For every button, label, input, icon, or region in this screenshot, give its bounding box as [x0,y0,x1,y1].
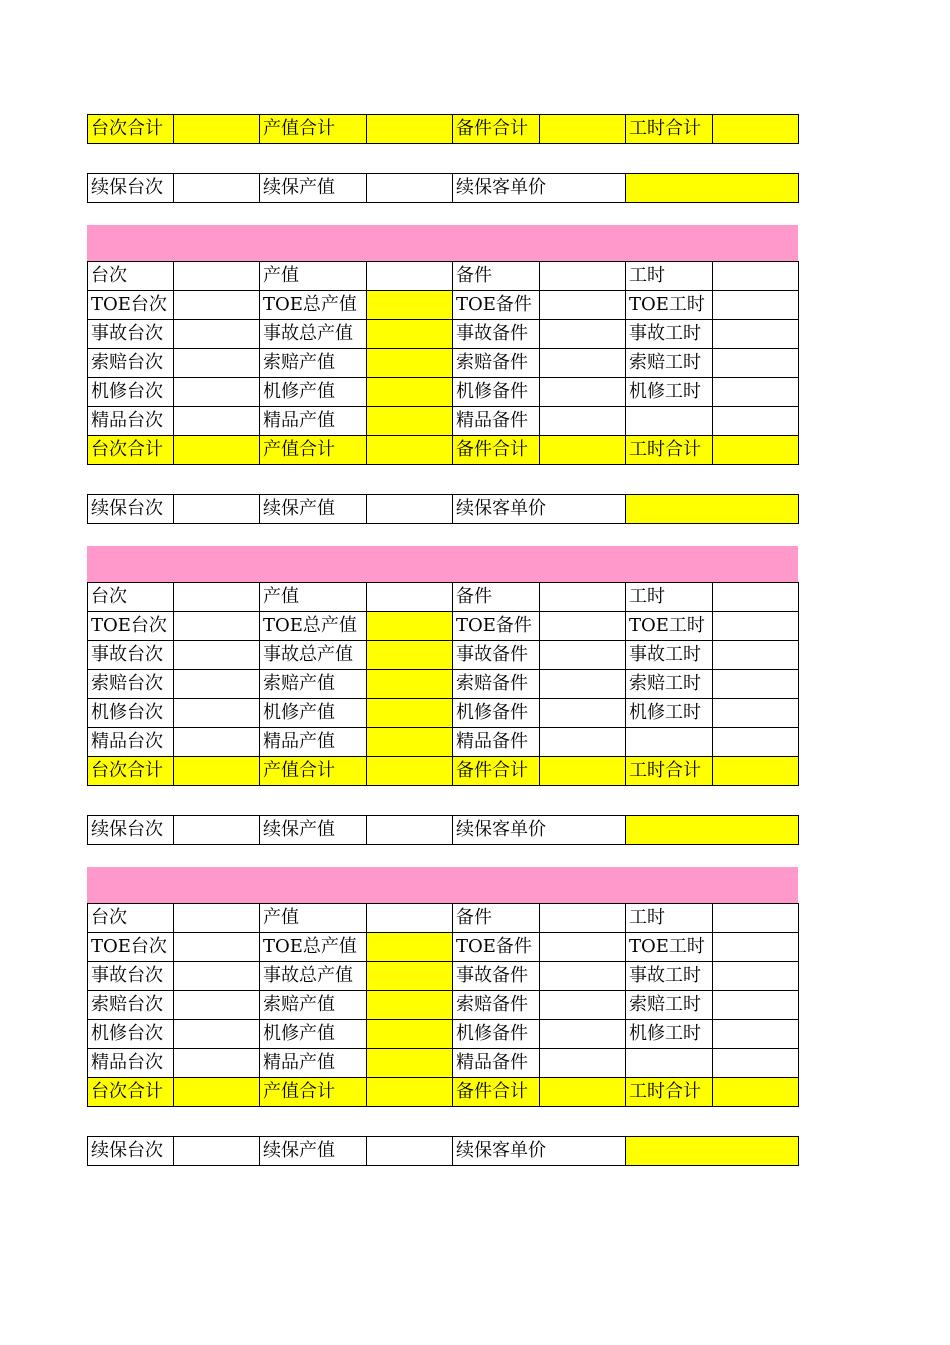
cell[interactable]: 续保产值 [260,495,367,524]
cell[interactable]: 事故台次 [88,962,174,991]
cell[interactable]: 续保台次 [88,495,174,524]
cell[interactable]: 备件合计 [453,436,540,465]
cell[interactable]: 产值合计 [260,115,367,144]
cell[interactable]: TOE工时 [626,291,713,320]
cell[interactable]: 台次合计 [88,115,174,144]
cell-input[interactable] [713,991,799,1020]
cell[interactable]: 事故总产值 [260,320,367,349]
cell[interactable]: 索赔产值 [260,670,367,699]
section-header-band [87,546,798,582]
cell[interactable]: 备件合计 [453,115,540,144]
cell[interactable]: 机修产值 [260,1020,367,1049]
cell-input[interactable] [713,1020,799,1049]
cell[interactable]: 索赔备件 [453,349,540,378]
section-data-row [88,991,799,1020]
cell[interactable]: 机修台次 [88,1020,174,1049]
cell[interactable]: TOE工时 [626,933,713,962]
cell[interactable]: 机修台次 [88,378,174,407]
cell[interactable]: 工时 [626,262,713,291]
cell-input[interactable] [367,349,453,378]
cell[interactable]: 索赔工时 [626,991,713,1020]
cell-input[interactable] [367,320,453,349]
section-data-row [88,320,799,349]
cell-input[interactable] [174,1020,260,1049]
cell-input[interactable] [367,1078,453,1107]
cell-input[interactable] [713,291,799,320]
cell[interactable]: TOE台次 [88,291,174,320]
cell[interactable]: 精品台次 [88,728,174,757]
cell-input[interactable] [174,262,260,291]
cell-input[interactable] [367,816,453,845]
cell-input[interactable] [367,583,453,612]
cell[interactable]: TOE总产值 [260,933,367,962]
cell[interactable]: 工时合计 [626,1078,713,1107]
section-renewal-table [87,1136,799,1166]
section-table [87,582,799,786]
cell-input[interactable] [174,962,260,991]
cell-input[interactable] [174,1137,260,1166]
cell[interactable]: 工时 [626,904,713,933]
cell-input[interactable] [367,436,453,465]
section-renewal-row [88,495,799,524]
cell[interactable]: 备件 [453,904,540,933]
section-renewal-table [87,815,799,845]
cell-input[interactable] [367,291,453,320]
report-section [87,546,798,845]
summary-renewal-row [88,174,799,203]
cell[interactable]: TOE总产值 [260,612,367,641]
cell-input[interactable] [367,757,453,786]
cell[interactable]: 台次 [88,904,174,933]
cell-input[interactable] [540,1020,626,1049]
cell-input[interactable] [713,904,799,933]
cell[interactable]: 续保产值 [260,816,367,845]
cell[interactable]: 台次合计 [88,757,174,786]
cell-input[interactable] [713,962,799,991]
cell-input[interactable] [174,1078,260,1107]
cell[interactable]: 工时合计 [626,436,713,465]
cell-input[interactable] [713,1049,799,1078]
cell-input[interactable] [174,378,260,407]
cell-input[interactable] [540,320,626,349]
cell-input[interactable] [174,641,260,670]
cell[interactable]: 工时 [626,583,713,612]
cell[interactable]: 精品产值 [260,1049,367,1078]
cell-input[interactable] [713,757,799,786]
cell[interactable]: 续保台次 [88,1137,174,1166]
cell-input[interactable] [713,699,799,728]
cell[interactable]: 精品台次 [88,1049,174,1078]
cell[interactable]: 续保台次 [88,174,174,203]
cell[interactable]: 事故工时 [626,641,713,670]
cell-input[interactable] [540,349,626,378]
cell-input[interactable] [626,816,799,845]
cell[interactable]: TOE备件 [453,291,540,320]
cell[interactable]: 事故台次 [88,320,174,349]
cell-input[interactable] [540,904,626,933]
cell[interactable] [626,1049,713,1078]
summary-total-table [87,114,799,144]
cell[interactable]: 索赔产值 [260,991,367,1020]
cell[interactable]: 事故备件 [453,962,540,991]
cell-input[interactable] [540,933,626,962]
cell[interactable]: 机修产值 [260,378,367,407]
cell[interactable]: 索赔工时 [626,349,713,378]
cell[interactable]: 事故工时 [626,320,713,349]
cell[interactable]: 事故工时 [626,962,713,991]
cell[interactable]: 备件合计 [453,757,540,786]
cell[interactable]: 台次合计 [88,436,174,465]
cell-input[interactable] [540,699,626,728]
cell-input[interactable] [367,641,453,670]
cell-input[interactable] [713,262,799,291]
cell[interactable]: 精品备件 [453,1049,540,1078]
cell-input[interactable] [713,933,799,962]
section-header-band [87,867,798,903]
cell-input[interactable] [540,641,626,670]
cell[interactable]: 事故备件 [453,641,540,670]
section-data-row [88,407,799,436]
cell-input[interactable] [540,757,626,786]
cell[interactable]: 续保客单价 [453,495,626,524]
cell[interactable]: 工时合计 [626,757,713,786]
cell-input[interactable] [367,728,453,757]
cell[interactable]: 事故备件 [453,320,540,349]
section-data-row [88,962,799,991]
cell[interactable]: 精品产值 [260,407,367,436]
section-table [87,261,799,465]
cell[interactable]: 产值 [260,262,367,291]
cell-input[interactable] [713,115,799,144]
cell[interactable]: 事故总产值 [260,641,367,670]
cell-input[interactable] [540,991,626,1020]
cell-input[interactable] [713,641,799,670]
cell-input[interactable] [540,1078,626,1107]
cell[interactable]: 索赔备件 [453,991,540,1020]
cell[interactable]: 产值合计 [260,436,367,465]
section-data-row [88,1020,799,1049]
section-data-row [88,378,799,407]
section-data-row [88,933,799,962]
cell[interactable]: 备件合计 [453,1078,540,1107]
cell[interactable]: TOE台次 [88,933,174,962]
cell-input[interactable] [713,728,799,757]
cell-input[interactable] [367,699,453,728]
cell[interactable]: 精品备件 [453,728,540,757]
cell-input[interactable] [713,583,799,612]
cell-input[interactable] [626,1137,799,1166]
cell-input[interactable] [713,407,799,436]
cell-input[interactable] [174,1049,260,1078]
cell[interactable]: 索赔台次 [88,670,174,699]
section-total-row [88,436,799,465]
section-data-row [88,699,799,728]
cell-input[interactable] [367,933,453,962]
cell-input[interactable] [174,349,260,378]
section-data-row [88,1049,799,1078]
cell-input[interactable] [174,495,260,524]
cell-input[interactable] [367,962,453,991]
cell-input[interactable] [174,816,260,845]
cell[interactable]: TOE备件 [453,612,540,641]
section-data-row [88,728,799,757]
cell-input[interactable] [367,670,453,699]
cell-input[interactable] [540,115,626,144]
cell[interactable]: 台次合计 [88,1078,174,1107]
cell[interactable]: 续保客单价 [453,174,626,203]
cell[interactable]: 备件 [453,262,540,291]
section-header-row [88,262,799,291]
cell-input[interactable] [367,407,453,436]
cell-input[interactable] [540,407,626,436]
cell-input[interactable] [367,262,453,291]
cell[interactable]: 机修工时 [626,378,713,407]
cell[interactable]: 工时合计 [626,115,713,144]
summary-renewal-table [87,173,799,203]
cell-input[interactable] [540,436,626,465]
section-data-row [88,641,799,670]
cell[interactable]: 精品备件 [453,407,540,436]
section-renewal-table [87,494,799,524]
cell[interactable]: 机修产值 [260,699,367,728]
cell[interactable]: TOE总产值 [260,291,367,320]
cell[interactable]: 事故台次 [88,641,174,670]
cell[interactable]: 续保产值 [260,174,367,203]
cell-input[interactable] [174,670,260,699]
cell-input[interactable] [367,115,453,144]
cell-input[interactable] [713,378,799,407]
cell[interactable]: 产值合计 [260,757,367,786]
cell[interactable]: 索赔产值 [260,349,367,378]
cell[interactable]: 精品台次 [88,407,174,436]
cell[interactable]: TOE备件 [453,933,540,962]
cell[interactable]: 机修台次 [88,699,174,728]
cell-input[interactable] [174,699,260,728]
cell[interactable]: 精品产值 [260,728,367,757]
row-gap [87,144,798,173]
row-gap [87,1107,798,1136]
cell-input[interactable] [540,962,626,991]
section-total-row [88,1078,799,1107]
cell-input[interactable] [367,904,453,933]
section-header-row [88,904,799,933]
cell-input[interactable] [174,904,260,933]
cell[interactable]: 机修备件 [453,378,540,407]
cell-input[interactable] [626,174,799,203]
cell[interactable]: 产值 [260,904,367,933]
cell-input[interactable] [540,1049,626,1078]
cell[interactable]: TOE台次 [88,612,174,641]
cell-input[interactable] [367,1020,453,1049]
cell[interactable]: 索赔台次 [88,349,174,378]
sections-container [87,225,798,1166]
section-data-row [88,291,799,320]
cell-input[interactable] [367,495,453,524]
cell[interactable]: 机修备件 [453,699,540,728]
cell-input[interactable] [174,991,260,1020]
cell-input[interactable] [713,436,799,465]
cell-input[interactable] [540,670,626,699]
cell[interactable]: 续保客单价 [453,816,626,845]
cell-input[interactable] [174,757,260,786]
cell-input[interactable] [540,612,626,641]
cell[interactable]: 索赔工时 [626,670,713,699]
cell-input[interactable] [367,378,453,407]
cell-input[interactable] [540,378,626,407]
section-total-row [88,757,799,786]
cell-input[interactable] [713,1078,799,1107]
cell[interactable]: 产值合计 [260,1078,367,1107]
cell[interactable] [626,407,713,436]
cell-input[interactable] [174,436,260,465]
summary-total-row [88,115,799,144]
cell-input[interactable] [174,583,260,612]
cell-input[interactable] [174,407,260,436]
cell-input[interactable] [713,670,799,699]
cell-input[interactable] [367,612,453,641]
cell[interactable]: TOE工时 [626,612,713,641]
spreadsheet [87,114,798,1166]
cell-input[interactable] [367,1137,453,1166]
cell-input[interactable] [540,291,626,320]
cell-input[interactable] [367,174,453,203]
cell-input[interactable] [367,991,453,1020]
cell[interactable]: 机修工时 [626,1020,713,1049]
report-section [87,867,798,1166]
cell-input[interactable] [174,291,260,320]
cell[interactable]: 机修工时 [626,699,713,728]
cell[interactable]: 续保台次 [88,816,174,845]
section-header-band [87,225,798,261]
section-data-row [88,670,799,699]
cell-input[interactable] [174,115,260,144]
cell[interactable]: 索赔备件 [453,670,540,699]
row-gap [87,786,798,815]
row-gap [87,465,798,494]
cell[interactable]: 续保客单价 [453,1137,626,1166]
section-renewal-row [88,816,799,845]
cell-input[interactable] [540,728,626,757]
cell-input[interactable] [367,1049,453,1078]
cell-input[interactable] [713,349,799,378]
cell[interactable]: 机修备件 [453,1020,540,1049]
cell-input[interactable] [713,320,799,349]
cell[interactable]: 备件 [453,583,540,612]
cell[interactable] [626,728,713,757]
cell[interactable]: 产值 [260,583,367,612]
section-data-row [88,612,799,641]
cell-input[interactable] [713,612,799,641]
cell[interactable]: 索赔台次 [88,991,174,1020]
cell-input[interactable] [174,728,260,757]
section-header-row [88,583,799,612]
cell-input[interactable] [174,174,260,203]
cell[interactable]: 事故总产值 [260,962,367,991]
cell[interactable]: 台次 [88,262,174,291]
cell[interactable]: 台次 [88,583,174,612]
section-table [87,903,799,1107]
cell-input[interactable] [174,320,260,349]
cell-input[interactable] [626,495,799,524]
cell-input[interactable] [540,262,626,291]
cell-input[interactable] [540,583,626,612]
cell-input[interactable] [174,933,260,962]
cell[interactable]: 续保产值 [260,1137,367,1166]
report-section [87,225,798,524]
cell-input[interactable] [174,612,260,641]
section-renewal-row [88,1137,799,1166]
section-data-row [88,349,799,378]
